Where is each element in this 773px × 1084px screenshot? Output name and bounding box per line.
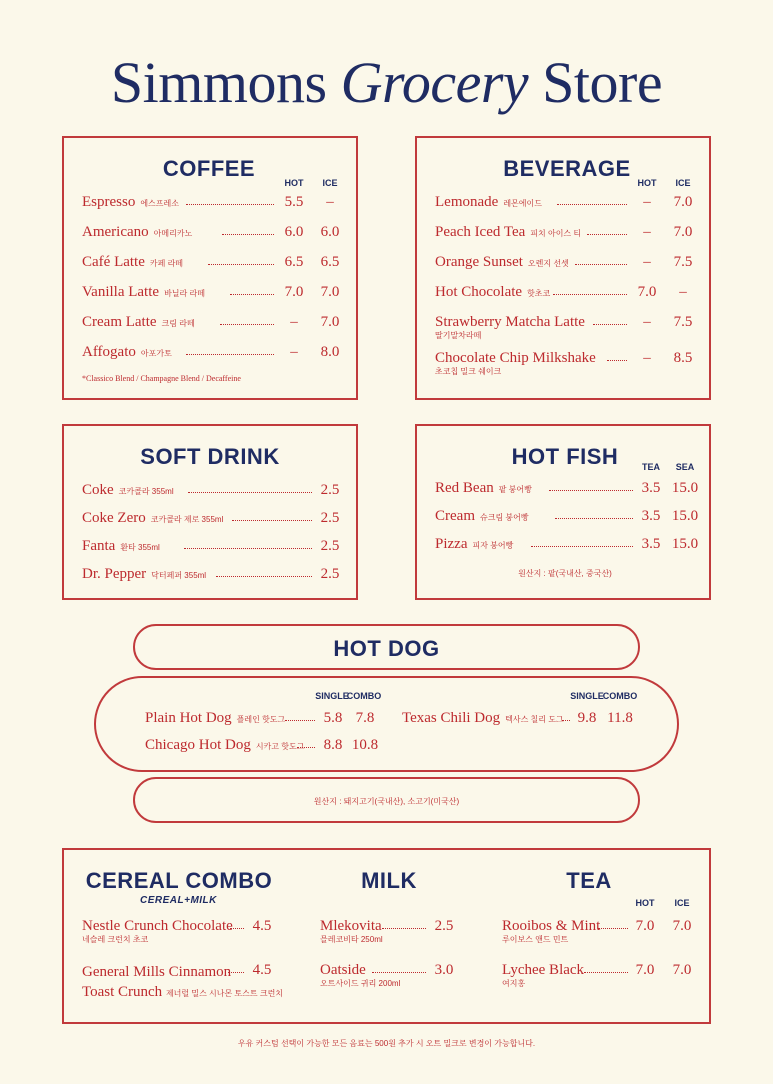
item-name-ko: 제너럴 밀스 시나몬 토스트 크런치 bbox=[165, 989, 284, 998]
coffee-col-hot: HOT bbox=[284, 178, 304, 188]
coffee-title: COFFEE bbox=[162, 156, 256, 181]
cereal-title: CEREAL COMBO bbox=[85, 868, 273, 893]
dot-leader bbox=[549, 490, 633, 491]
menu-row bbox=[402, 710, 642, 732]
item-name: Lychee Black bbox=[502, 962, 585, 978]
cereal-subtitle: CEREAL+MILK bbox=[140, 895, 217, 906]
beverage-section bbox=[415, 136, 711, 400]
item-name: Affogato bbox=[82, 344, 136, 360]
item-name-ko: 환타 355ml bbox=[120, 543, 160, 552]
menu-row bbox=[502, 918, 702, 944]
item-name: Orange Sunset bbox=[435, 254, 523, 270]
title-part1: Simmons bbox=[110, 50, 327, 115]
dot-leader bbox=[220, 324, 274, 325]
item-name: Texas Chili Dog bbox=[402, 710, 501, 726]
price-hot: 6.0 bbox=[284, 224, 304, 240]
price-ice: 7.0 bbox=[673, 194, 693, 210]
menu-row bbox=[82, 566, 352, 588]
menu-row bbox=[82, 194, 352, 216]
price: 2.5 bbox=[434, 918, 454, 934]
menu-row bbox=[435, 194, 705, 216]
menu-row bbox=[82, 344, 352, 366]
price-ice: 7.5 bbox=[673, 314, 693, 330]
menu-row bbox=[82, 482, 352, 504]
hot-dog-title: HOT DOG bbox=[333, 636, 440, 661]
item-name-ko: 핫초코 bbox=[527, 289, 551, 298]
item-name-ko: 시카고 핫도그 bbox=[255, 742, 305, 751]
menu-row bbox=[435, 314, 705, 340]
item-name-ko: 여지홍 bbox=[502, 979, 526, 988]
price-single: 8.8 bbox=[323, 737, 343, 753]
dot-leader bbox=[531, 546, 633, 547]
menu-row bbox=[82, 284, 352, 306]
hot-dog-col-combo: COMBO bbox=[346, 691, 382, 701]
price: 2.5 bbox=[320, 482, 340, 498]
item-name-ko: 카페 라떼 bbox=[149, 259, 184, 268]
price-hot: 6.5 bbox=[284, 254, 304, 270]
hot-dog-note: 원산지 : 돼지고기(국내산), 소고기(미국산) bbox=[313, 797, 460, 806]
dot-leader bbox=[593, 324, 627, 325]
item-name-line2: Toast Crunch bbox=[82, 984, 163, 1000]
hot-fish-note: 원산지 : 팥(국내산, 중국산) bbox=[518, 569, 612, 578]
hot-dog-col-single-2: SINGLE bbox=[570, 691, 604, 701]
item-name-ko: 레몬에이드 bbox=[503, 199, 542, 208]
price-ice: – bbox=[679, 284, 687, 300]
price-ice: 7.5 bbox=[673, 254, 693, 270]
dot-leader bbox=[188, 492, 312, 493]
price-tea: 3.5 bbox=[641, 508, 661, 524]
price-sea: 15.0 bbox=[671, 508, 699, 524]
item-name: General Mills Cinnamon bbox=[82, 964, 232, 980]
item-name: Rooibos & Mint bbox=[502, 918, 601, 934]
price-hot: – bbox=[643, 314, 651, 330]
item-name-ko: 네슬레 크런치 초코 bbox=[82, 935, 149, 944]
menu-row bbox=[435, 536, 705, 558]
menu-row bbox=[435, 480, 705, 502]
soft-drink-title: SOFT DRINK bbox=[140, 444, 280, 469]
menu-row bbox=[502, 962, 702, 988]
dot-leader bbox=[232, 520, 312, 521]
beverage-col-hot: HOT bbox=[637, 178, 657, 188]
dot-leader bbox=[285, 720, 315, 721]
price-ice: 7.0 bbox=[673, 224, 693, 240]
dot-leader bbox=[186, 204, 274, 205]
item-name: Espresso bbox=[82, 194, 136, 210]
price-combo: 7.8 bbox=[355, 710, 375, 726]
price-tea: 3.5 bbox=[641, 536, 661, 552]
item-name: Chicago Hot Dog bbox=[145, 737, 251, 753]
item-name-ko: 슈크림 붕어빵 bbox=[479, 513, 529, 522]
price-hot: 5.5 bbox=[284, 194, 304, 210]
item-name: Pizza bbox=[435, 536, 468, 552]
coffee-section bbox=[62, 136, 358, 400]
item-name-ko: 크림 라떼 bbox=[161, 319, 195, 328]
price-hot: 7.0 bbox=[635, 962, 655, 978]
item-name-ko: 아메리카노 bbox=[153, 229, 193, 238]
menu-row bbox=[435, 284, 705, 306]
dot-leader bbox=[230, 928, 244, 929]
item-name-ko: 피치 아이스 티 bbox=[530, 229, 582, 238]
menu-row bbox=[145, 710, 385, 732]
price-ice: – bbox=[326, 194, 334, 210]
price-hot: 7.0 bbox=[284, 284, 304, 300]
item-name: Americano bbox=[82, 224, 149, 240]
hot-fish-section bbox=[415, 424, 711, 600]
dot-leader bbox=[557, 204, 627, 205]
price-hot: 7.0 bbox=[635, 918, 655, 934]
dot-leader bbox=[607, 360, 627, 361]
item-name-ko: 닥터페퍼 355ml bbox=[151, 571, 207, 580]
dot-leader bbox=[222, 234, 274, 235]
dot-leader bbox=[216, 576, 312, 577]
hot-fish-col-tea: TEA bbox=[642, 462, 660, 472]
menu-row bbox=[82, 254, 352, 276]
item-name: Nestle Crunch Chocolate bbox=[82, 918, 233, 934]
item-name-ko: 코카콜라 355ml bbox=[118, 487, 174, 496]
item-name-ko: 딸기말차라떼 bbox=[435, 331, 482, 340]
price-hot: 7.0 bbox=[637, 284, 657, 300]
item-name: Oatside bbox=[320, 962, 366, 978]
price-ice: 7.0 bbox=[320, 314, 340, 330]
coffee-col-ice: ICE bbox=[322, 178, 338, 188]
dot-leader bbox=[598, 928, 628, 929]
item-name: Fanta bbox=[82, 538, 116, 554]
dot-leader bbox=[230, 294, 274, 295]
dot-leader bbox=[575, 264, 627, 265]
price-hot: – bbox=[643, 350, 651, 366]
item-name: Coke Zero bbox=[82, 510, 146, 526]
tea-col-hot: HOT bbox=[635, 898, 655, 908]
menu-row bbox=[82, 314, 352, 336]
price-hot: – bbox=[643, 224, 651, 240]
item-name-ko: 에스프레소 bbox=[140, 199, 179, 208]
item-name-ko: 오트사이드 귀리 200ml bbox=[320, 979, 401, 988]
tea-col-ice: ICE bbox=[674, 898, 690, 908]
menu-row bbox=[145, 737, 385, 759]
item-name: Cream bbox=[435, 508, 475, 524]
item-name: Lemonade bbox=[435, 194, 499, 210]
item-name-ko: 텍사스 칠리 도그 bbox=[505, 715, 564, 724]
price-ice: 7.0 bbox=[320, 284, 340, 300]
title-part2: Grocery bbox=[340, 50, 529, 115]
price-hot: – bbox=[643, 254, 651, 270]
title-part3: Store bbox=[542, 50, 663, 115]
hot-dog-col-combo-2: COMBO bbox=[602, 691, 638, 701]
price: 3.0 bbox=[434, 962, 454, 978]
price: 2.5 bbox=[320, 538, 340, 554]
dot-leader bbox=[208, 264, 274, 265]
price-combo: 11.8 bbox=[607, 710, 633, 726]
price-tea: 3.5 bbox=[641, 480, 661, 496]
item-name: Cream Latte bbox=[82, 314, 157, 330]
item-name: Mlekovita bbox=[320, 918, 382, 934]
menu-row bbox=[82, 962, 284, 1000]
item-name: Red Bean bbox=[435, 480, 494, 496]
store-title bbox=[0, 48, 773, 118]
price-combo: 10.8 bbox=[351, 737, 379, 753]
menu-row bbox=[435, 508, 705, 530]
item-name-ko: 플레인 핫도그 bbox=[236, 715, 286, 724]
price-ice: 8.0 bbox=[320, 344, 340, 360]
price: 4.5 bbox=[252, 962, 272, 978]
menu-row bbox=[435, 224, 705, 246]
price-ice: 7.0 bbox=[672, 918, 692, 934]
dot-leader bbox=[372, 972, 426, 973]
menu-row bbox=[435, 350, 705, 376]
beverage-col-ice: ICE bbox=[675, 178, 691, 188]
item-name: Vanilla Latte bbox=[82, 284, 160, 300]
coffee-note: *Classico Blend / Champagne Blend / Decaffeine bbox=[82, 374, 241, 383]
dot-leader bbox=[587, 234, 627, 235]
soft-drink-section bbox=[62, 424, 358, 600]
price-sea: 15.0 bbox=[671, 480, 699, 496]
item-name: Hot Chocolate bbox=[435, 284, 523, 300]
item-name-ko: 믈레코비타 250ml bbox=[320, 935, 383, 944]
item-name-ko: 아포가토 bbox=[140, 349, 172, 358]
dot-leader bbox=[297, 747, 315, 748]
menu-row bbox=[435, 254, 705, 276]
item-name: Chocolate Chip Milkshake bbox=[435, 350, 596, 366]
menu-row bbox=[82, 224, 352, 246]
price-single: 9.8 bbox=[577, 710, 597, 726]
item-name-ko: 바닐라 라떼 bbox=[164, 289, 205, 298]
item-name-ko: 팥 붕어빵 bbox=[498, 485, 532, 494]
item-name: Coke bbox=[82, 482, 114, 498]
item-name-ko: 루이보스 앤드 민트 bbox=[502, 935, 569, 944]
price-hot: – bbox=[290, 314, 298, 330]
cereal-milk-tea-section bbox=[62, 848, 711, 1024]
footer-note: 우유 커스텀 선택이 가능한 모든 음료는 500원 추가 시 오트 밀크로 변경이 가능합니다. bbox=[237, 1039, 536, 1048]
price-ice: 8.5 bbox=[673, 350, 693, 366]
price-hot: – bbox=[290, 344, 298, 360]
price-single: 5.8 bbox=[323, 710, 343, 726]
menu-row bbox=[82, 510, 352, 532]
price-ice: 6.5 bbox=[320, 254, 340, 270]
menu-row bbox=[320, 918, 470, 944]
item-name-ko: 코카콜라 제로 355ml bbox=[150, 515, 224, 524]
price-ice: 7.0 bbox=[672, 962, 692, 978]
item-name-ko: 오렌지 선셋 bbox=[527, 259, 569, 268]
tea-title: TEA bbox=[566, 868, 612, 893]
dot-leader bbox=[382, 928, 426, 929]
dot-leader bbox=[584, 972, 628, 973]
dot-leader bbox=[553, 294, 627, 295]
dot-leader bbox=[555, 518, 633, 519]
item-name: Peach Iced Tea bbox=[435, 224, 526, 240]
price: 4.5 bbox=[252, 918, 272, 934]
item-name: Plain Hot Dog bbox=[145, 710, 232, 726]
dot-leader bbox=[184, 548, 312, 549]
hot-fish-title: HOT FISH bbox=[511, 444, 619, 469]
beverage-title: BEVERAGE bbox=[503, 156, 631, 181]
item-name-ko: 초코칩 밀크 쉐이크 bbox=[435, 367, 502, 376]
milk-title: MILK bbox=[361, 868, 417, 893]
menu-row bbox=[320, 962, 470, 988]
price-hot: – bbox=[643, 194, 651, 210]
hot-dog-col-single: SINGLE bbox=[315, 691, 349, 701]
price: 2.5 bbox=[320, 510, 340, 526]
item-name-ko: 피자 붕어빵 bbox=[472, 541, 514, 550]
item-name: Café Latte bbox=[82, 254, 145, 270]
dot-leader bbox=[186, 354, 274, 355]
item-name: Dr. Pepper bbox=[82, 566, 147, 582]
price-sea: 15.0 bbox=[671, 536, 699, 552]
menu-row bbox=[82, 538, 352, 560]
price: 2.5 bbox=[320, 566, 340, 582]
price-ice: 6.0 bbox=[320, 224, 340, 240]
dot-leader bbox=[228, 972, 244, 973]
item-name: Strawberry Matcha Latte bbox=[435, 314, 585, 330]
menu-row bbox=[82, 918, 282, 944]
hot-fish-col-sea: SEA bbox=[675, 462, 695, 472]
